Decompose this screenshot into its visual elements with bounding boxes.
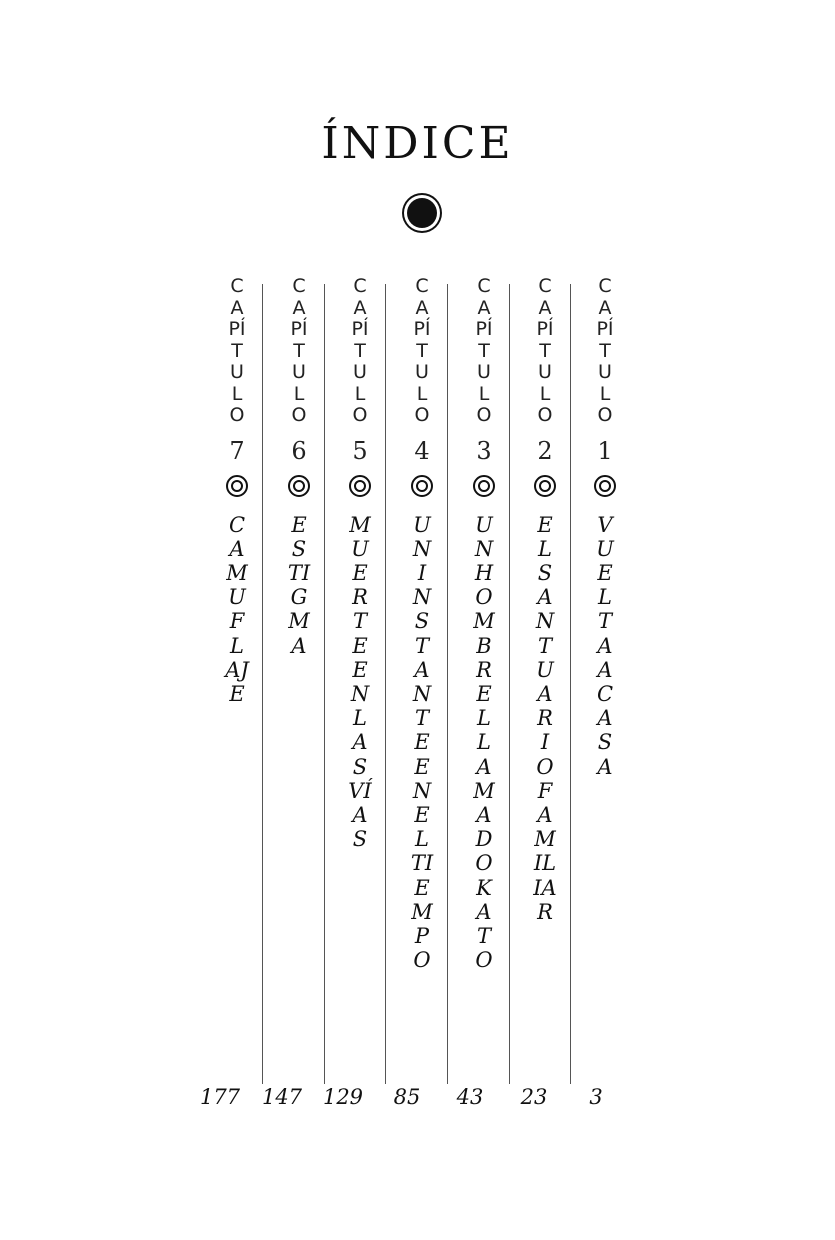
- double-ring-icon: [473, 475, 495, 497]
- chapter-column-1: [575, 276, 635, 779]
- chapter-number: 6: [291, 436, 307, 465]
- chapter-label: CAPÍTULO: [596, 275, 614, 426]
- chapter-label: CAPÍTULO: [351, 275, 369, 426]
- chapter-column-6: [269, 276, 329, 658]
- chapter-column-2: [515, 276, 575, 924]
- chapter-label: CAPÍTULO: [413, 275, 431, 426]
- chapter-column-3: [454, 276, 514, 972]
- chapter-number: 5: [352, 436, 368, 465]
- double-ring-icon: [411, 475, 433, 497]
- filled-circle-ornament-icon: [407, 198, 437, 228]
- chapter-number: 2: [537, 436, 553, 465]
- double-ring-icon: [534, 475, 556, 497]
- page-number-chapter-6: 147: [261, 1085, 303, 1109]
- chapter-number: 1: [597, 436, 613, 465]
- chapter-label: CAPÍTULO: [228, 275, 246, 426]
- double-ring-icon: [349, 475, 371, 497]
- chapter-label: CAPÍTULO: [475, 275, 493, 426]
- page-number-chapter-5: 129: [322, 1085, 364, 1109]
- page-number-chapter-7: 177: [199, 1085, 241, 1109]
- page-number-chapter-4: 85: [393, 1085, 421, 1109]
- page-number-chapter-3: 43: [456, 1085, 484, 1109]
- page-number-chapter-1: 3: [589, 1085, 603, 1109]
- chapter-number: 3: [476, 436, 492, 465]
- double-ring-icon: [594, 475, 616, 497]
- chapter-column-5: [330, 276, 390, 851]
- chapter-name: EL SANTUARIO FAMILIAR: [533, 512, 561, 924]
- page-number-chapter-2: 23: [520, 1085, 548, 1109]
- chapter-name: MUERTE EN LAS VÍAS: [348, 512, 376, 852]
- chapter-name: CAMUFLAJE: [225, 512, 249, 706]
- chapter-name: VUELTA A CASA: [596, 512, 620, 779]
- chapter-label: CAPÍTULO: [536, 275, 554, 426]
- chapter-name: UN HOMBRE LLAMADO KATO: [473, 512, 500, 973]
- chapter-name: ESTIGMA: [287, 512, 311, 658]
- chapter-name: UN INSTANTE EN EL TIEMPO: [410, 512, 438, 973]
- chapter-number: 7: [229, 436, 245, 465]
- chapter-number: 4: [414, 436, 430, 465]
- chapter-label: CAPÍTULO: [290, 275, 308, 426]
- double-ring-icon: [226, 475, 248, 497]
- chapter-column-7: [207, 276, 267, 706]
- double-ring-icon: [288, 475, 310, 497]
- chapter-column-4: [392, 276, 452, 972]
- page-title: ÍNDICE: [321, 118, 514, 169]
